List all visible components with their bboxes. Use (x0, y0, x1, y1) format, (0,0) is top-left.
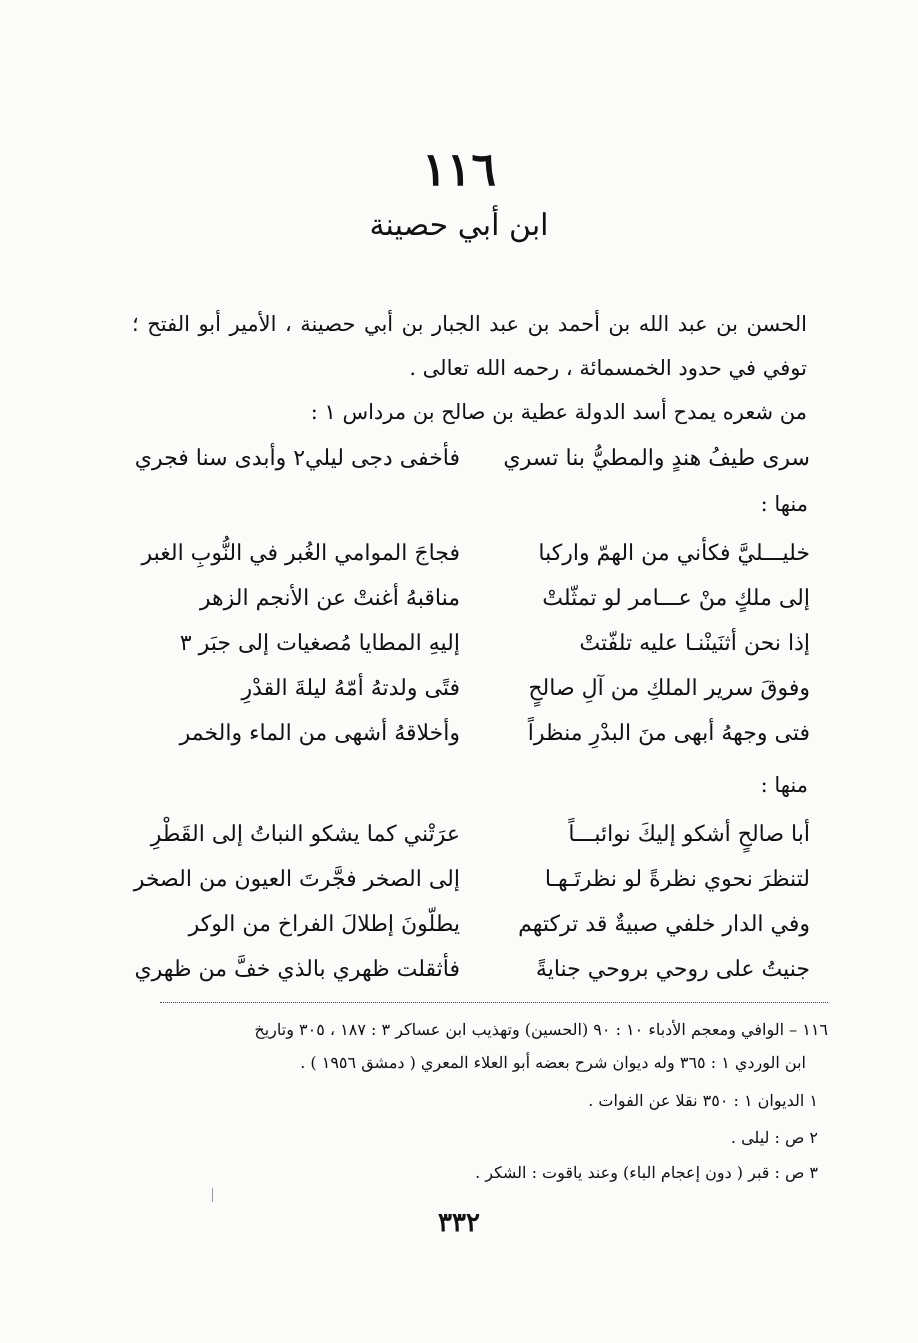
source-footnote: ١١٦ – الوافي ومعجم الأدباء ١٠ : ٩٠ (الحسين) وتهذيب ابن عساكر ٣ : ١٨٧ ، ٣٠٥ وتاريخ (254, 1020, 828, 1039)
verse-second-hemistich: وأخلاقهُ أشهى من الماء والخمر (179, 721, 460, 746)
source-footnote-continued: ابن الوردي ١ : ٣٦٥ وله ديوان شرح بعضه أبو العلاء المعري ( دمشق ١٩٥٦ ) . (300, 1053, 806, 1072)
verse-first-hemistich: إلى ملكٍ منْ عـــامر لو تمثّلتْ (542, 586, 810, 611)
poem-verse (133, 858, 810, 902)
verse-second-hemistich: يطلّونَ إطلالَ الفراخ من الوكر (188, 912, 460, 937)
footnote-3: ٣ ص : قبر ( دون إعجام الباء) وعند ياقوت : الشكر . (475, 1163, 818, 1182)
poem-verse (134, 437, 810, 481)
verse-first-hemistich: خليـــليَّ فكأني من الهمّ واركبا (538, 541, 810, 566)
verse-first-hemistich: إذا نحن أثنَينْنـا عليه تلفّتتْ (579, 631, 810, 656)
verse-second-hemistich: مناقبهُ أغنتْ عن الأنجم الزهر (199, 586, 460, 611)
footnote-2: ٢ ص : ليلى . (730, 1128, 818, 1147)
excerpt-label: منها : (760, 773, 808, 797)
verse-second-hemistich: إليهِ المطايا مُصغيات إلى جبَر ٣ (179, 631, 460, 656)
verse-first-hemistich: سرى طيفُ هندٍ والمطيُّ بنا تسري (503, 446, 810, 471)
poem-verse (141, 532, 810, 576)
verse-first-hemistich: وفي الدار خلفي صبيةٌ قد تركتهم (518, 912, 810, 937)
footnote-1: ١ الديوان ١ : ٣٥٠ نقلا عن الفوات . (588, 1091, 818, 1110)
verse-second-hemistich: فأثقلت ظهري بالذي خفَّ من ظهري (134, 957, 460, 982)
entry-number: ١١٦ (421, 142, 497, 196)
verse-second-hemistich: فأخفى دجى ليلي٢ وأبدى سنا فجري (134, 446, 460, 471)
footnote-separator (160, 1002, 828, 1003)
verse-first-hemistich: فتى وجههُ أبهى منَ البدْرِ منظراً (527, 721, 810, 746)
biography-paragraph: الحسن بن عبد الله بن أحمد بن عبد الجبار بن أبي حصينة ، الأمير أبو الفتح ؛ توفي في حدود الخمسمائة ، رحمه الله تعالى . (132, 312, 807, 380)
poem-verse (150, 813, 810, 857)
verse-second-hemistich: فجاجَ الموامي الغُبر في النُّوبِ الغبر (141, 541, 460, 566)
poem-verse (160, 712, 810, 756)
poem-verse (160, 667, 810, 711)
verse-second-hemistich: إلى الصخر فجَّرتَ العيون من الصخر (133, 867, 460, 892)
entry-title: ابن أبي حصينة (369, 208, 549, 243)
poem-verse (160, 903, 810, 947)
poem-verse (160, 622, 810, 666)
excerpt-label: منها : (760, 492, 808, 516)
verse-first-hemistich: وفوقَ سرير الملكِ من آلِ صالحٍ (528, 676, 810, 701)
verse-first-hemistich: جنيتُ على روحي بروحي جنايةً (535, 957, 810, 982)
verse-second-hemistich: عرَتْني كما يشكو النباتُ إلى القَطْرِ (150, 822, 460, 847)
verse-first-hemistich: أبا صالحٍ أشكو إليكَ نوائبـــاً (568, 822, 810, 847)
poem-verse (134, 948, 810, 992)
poem-verse (160, 577, 810, 621)
verse-first-hemistich: لتنظرَ نحوي نظرةً لو نظرتَـهـا (544, 867, 810, 892)
margin-mark (212, 1188, 213, 1202)
page-number: ٣٣٢ (438, 1208, 480, 1238)
verse-second-hemistich: فتًى ولدتهُ أمّهُ ليلةَ القدْرِ (241, 676, 460, 701)
poem-intro: من شعره يمدح أسد الدولة عطية بن صالح بن مرداس ١ : (310, 400, 807, 424)
